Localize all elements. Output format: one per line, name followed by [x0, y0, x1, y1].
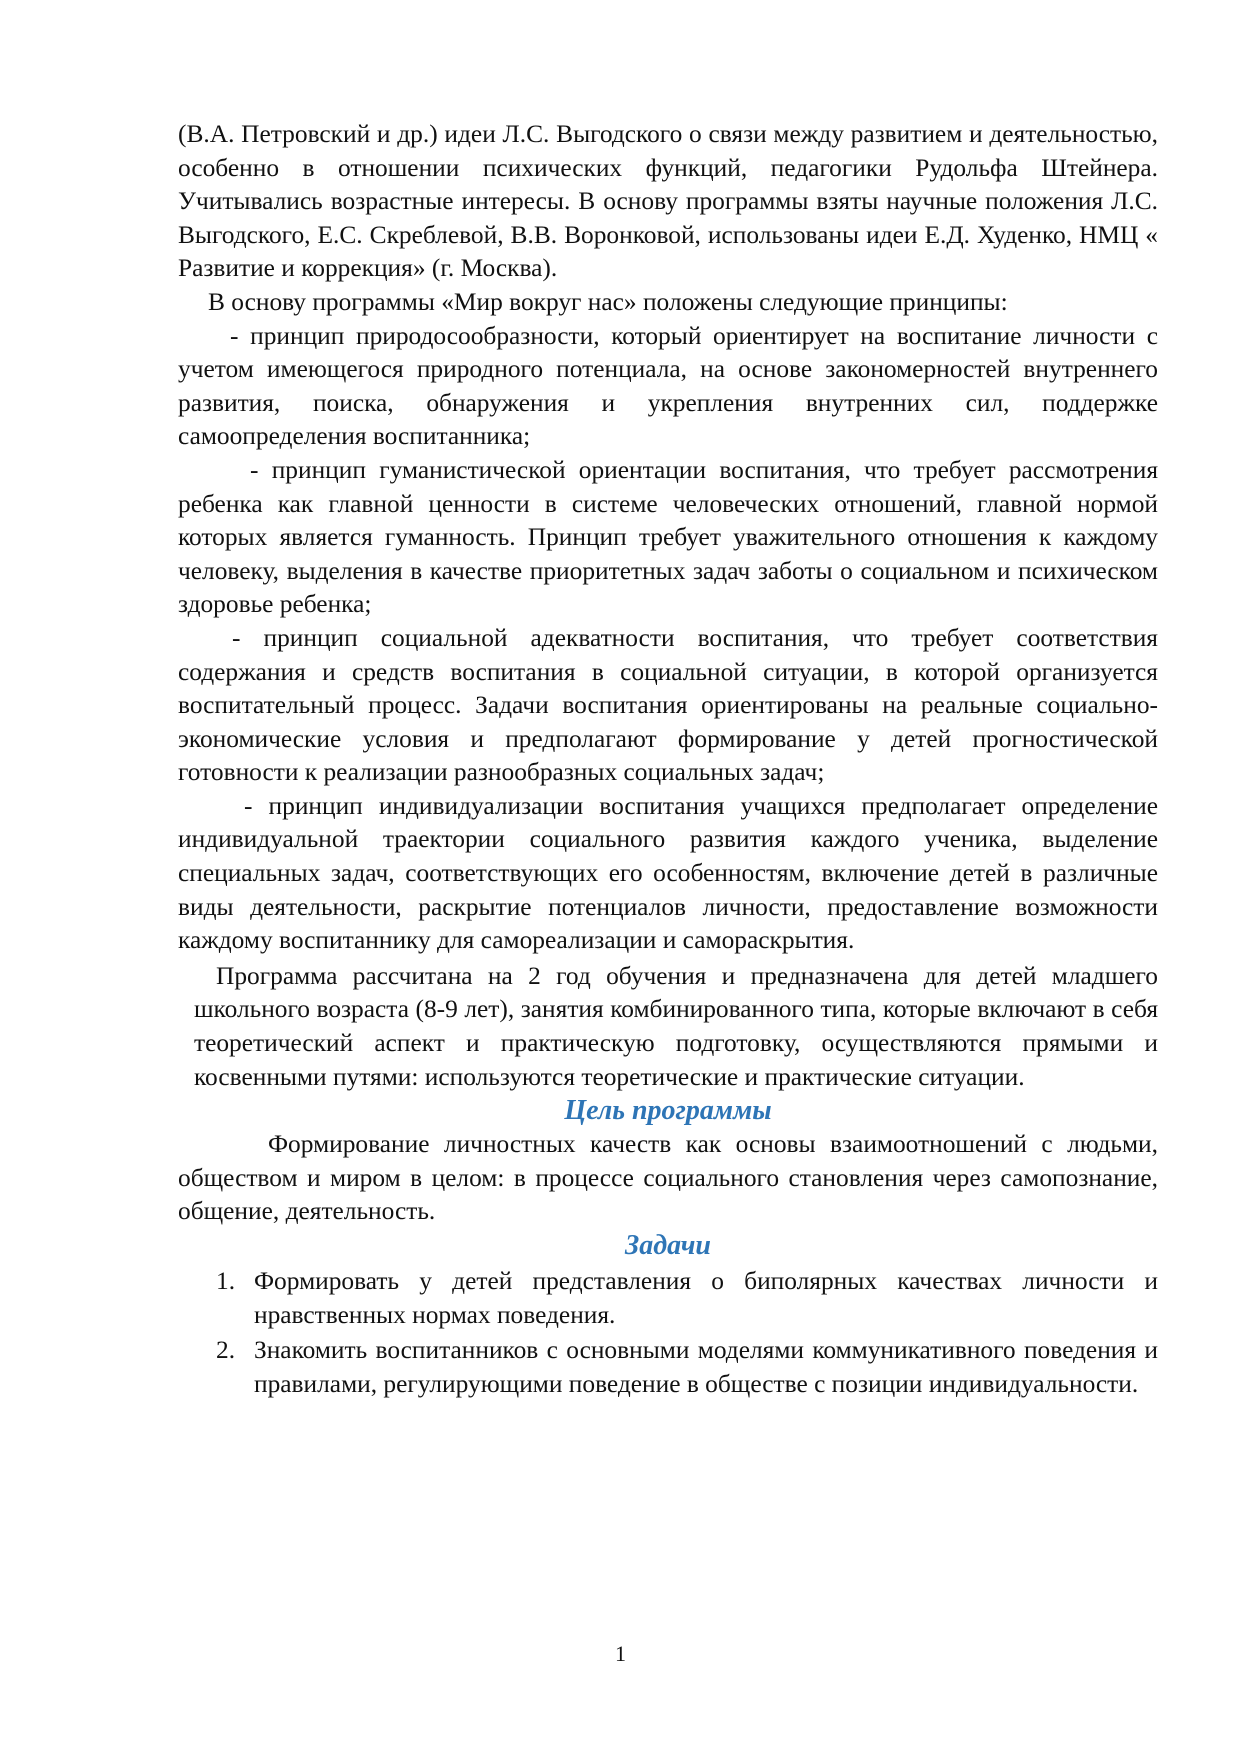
list-item	[178, 1265, 1158, 1332]
list-item	[178, 1334, 1158, 1401]
principle-1-paragraph: - принцип природосообразности, который ориентирует на воспитание личности с учетом имеющегося природного потенциала, на основе закономерностей внутреннего развития, поиска, обнаружения и укрепления внутренних сил, поддержке самоопределения воспитанника;	[178, 321, 1158, 451]
list-item-number: 2.	[216, 1336, 236, 1365]
tasks-heading: Задачи	[624, 1230, 712, 1261]
page-content	[178, 118, 1158, 1401]
tasks-list	[178, 1265, 1158, 1401]
principle-3-paragraph: - принцип социальной адекватности воспитания, что требует соответствия содержания и средств воспитания в социальной ситуации, в которой организуется воспитательный процесс. Задачи воспитания ориентированы на реальные социально-экономические условия и предполагают формирование у детей прогностической готовности к реализации разнообразных социальных задач;	[178, 623, 1158, 787]
principle-4-paragraph: - принцип индивидуализации воспитания учащихся предполагает определение индивидуальной траектории социального развития каждого ученика, выделение специальных задач, соответствующих его особенностям, включение детей в различные виды деятельности, раскрытие потенциалов личности, предоставление возможности каждому воспитаннику для самореализации и самораскрытия.	[178, 791, 1158, 955]
list-item-text: Формировать у детей представления о биполярных качествах личности и нравственных нормах поведения.	[254, 1267, 1158, 1329]
list-item-text: Знакомить воспитанников с основными моделями коммуникативного поведения и правилами, регулирующими поведение в обществе с позиции индивидуальности.	[254, 1336, 1158, 1398]
program-description-paragraph: Программа рассчитана на 2 год обучения и предназначена для детей младшего школьного возраста (8-9 лет), занятия комбинированного типа, которые включают в себя теоретический аспект и практическую подготовку, осуществляются прямыми и косвенными путями: используются теоретические и практические ситуации.	[194, 961, 1158, 1091]
principles-intro-paragraph: В основу программы «Мир вокруг нас» положены следующие принципы:	[208, 287, 1008, 316]
principle-2-paragraph: - принцип гуманистической ориентации воспитания, что требует рассмотрения ребенка как главной ценности в системе человеческих отношений, главной нормой которых является гуманность. Принцип требует уважительного отношения к каждому человеку, выделения в качестве приоритетных задач заботы о социальном и психическом здоровье ребенка;	[178, 455, 1158, 619]
page-number: 1	[615, 1641, 626, 1666]
continuation-paragraph: (В.А. Петровский и др.) идеи Л.С. Выгодского о связи между развитием и деятельностью, особенно в отношении психических функций, педагогики Рудольфа Штейнера. Учитывались возрастные интересы. В основу программы взяты научные положения Л.С. Выгодского, Е.С. Скреблевой, В.В. Воронковой, использованы идеи Е.Д. Худенко, НМЦ « Развитие и коррекция» (г. Москва).	[178, 120, 1158, 283]
goal-heading: Цель программы	[564, 1095, 772, 1127]
goal-paragraph: Формирование личностных качеств как основы взаимоотношений с людьми, обществом и миром в целом: в процессе социального становления через самопознание, общение, деятельность.	[178, 1130, 1158, 1226]
list-item-number: 1.	[216, 1267, 236, 1295]
